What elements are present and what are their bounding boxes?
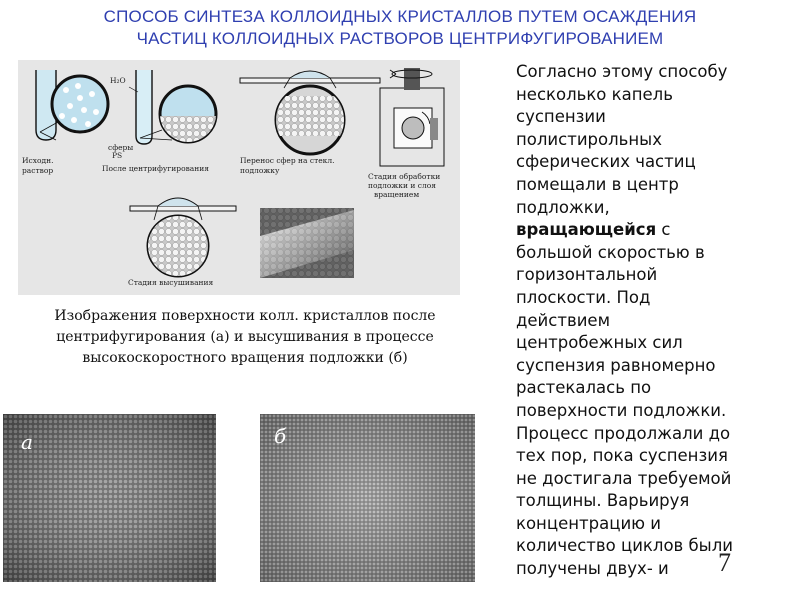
body-line: суспензия равномерно (516, 355, 716, 375)
emphasis-rotating: вращающейся (516, 220, 657, 240)
initial-solution-label-1: Исходн. (22, 156, 54, 165)
description-text (516, 61, 798, 581)
drying-stage (130, 198, 236, 276)
body-line: сферических частиц (516, 152, 696, 172)
photo-b-texture (260, 414, 475, 582)
initial-solution-label-2: раствор (22, 166, 54, 175)
title-line-1: СПОСОБ СИНТЕЗА КОЛЛОИДНЫХ КРИСТАЛЛОВ ПУТЕМ ОСАЖДЕНИЯ (103, 7, 697, 26)
body-line: полистирольных (516, 129, 662, 149)
centrifugation-diagram (18, 60, 460, 295)
body-line: растекалась по (516, 378, 652, 398)
title-line-2: ЧАСТИЦ КОЛЛОИДНЫХ РАСТВОРОВ ЦЕНТРИФУГИРОВАНИЕМ (136, 29, 664, 48)
after-centrifuge-label: После центрифугирования (102, 164, 210, 173)
crystal-micrograph (260, 208, 354, 278)
processing-label-1: Стадия обработки (368, 172, 441, 181)
spin-processing-stage (380, 68, 444, 166)
body-line: получены двух- и (516, 559, 669, 579)
body-line: плоскости. Под (516, 287, 651, 307)
caption-line-2: центрифугирования (а) и высушивания в процессе (56, 329, 434, 345)
body-line: несколько капель (516, 84, 673, 104)
initial-solution-tube (36, 70, 108, 140)
body-line: помещали в центр (516, 174, 679, 194)
body-line: толщины. Варьируя (516, 491, 690, 511)
body-line: суспензии (516, 107, 606, 127)
body-line: подложки, (516, 197, 610, 217)
photo-a-texture (3, 414, 216, 582)
caption-line-3: высокоскоростного вращения подложки (б) (82, 350, 408, 366)
body-line: концентрацию и (516, 513, 662, 533)
body-line (516, 219, 798, 242)
body-line: не достигала требуемой (516, 468, 732, 488)
centrifuged-tube (129, 70, 218, 146)
body-line-rest: с (656, 220, 671, 240)
photo-b-label: б (274, 424, 287, 448)
h2o-label: H₂O (110, 76, 126, 85)
body-line: Процесс продолжали до (516, 423, 731, 443)
body-line: поверхности подложки. (516, 400, 727, 420)
processing-label-2: подложки и слоя (368, 181, 436, 190)
body-line: количество циклов были (516, 536, 733, 556)
spheres-label-2: PS (112, 151, 123, 160)
photo-after-centrifugation (3, 414, 216, 582)
drying-label: Стадия высушивания (128, 278, 214, 287)
caption-line-1: Изображения поверхности колл. кристаллов после (54, 308, 436, 324)
spheres-label-1: сферы (108, 143, 134, 152)
processing-label-3: вращением (374, 190, 420, 199)
body-line: действием (516, 310, 611, 330)
body-line: Согласно этому способу (516, 62, 728, 81)
body-line: центробежных сил (516, 333, 683, 353)
transfer-label-1: Перенос сфер на стекл. (240, 156, 335, 165)
photo-a-label: а (21, 430, 33, 454)
photo-after-drying (260, 414, 475, 582)
transfer-label-2: подложку (240, 166, 280, 175)
transfer-stage (240, 71, 380, 154)
body-line: горизонтальной (516, 265, 658, 285)
body-line: тех пор, пока суспензия (516, 446, 728, 466)
page-number: 7 (718, 548, 731, 577)
figure-caption (12, 306, 478, 369)
slide-title (0, 6, 800, 50)
body-line: большой скоростью в (516, 242, 705, 262)
